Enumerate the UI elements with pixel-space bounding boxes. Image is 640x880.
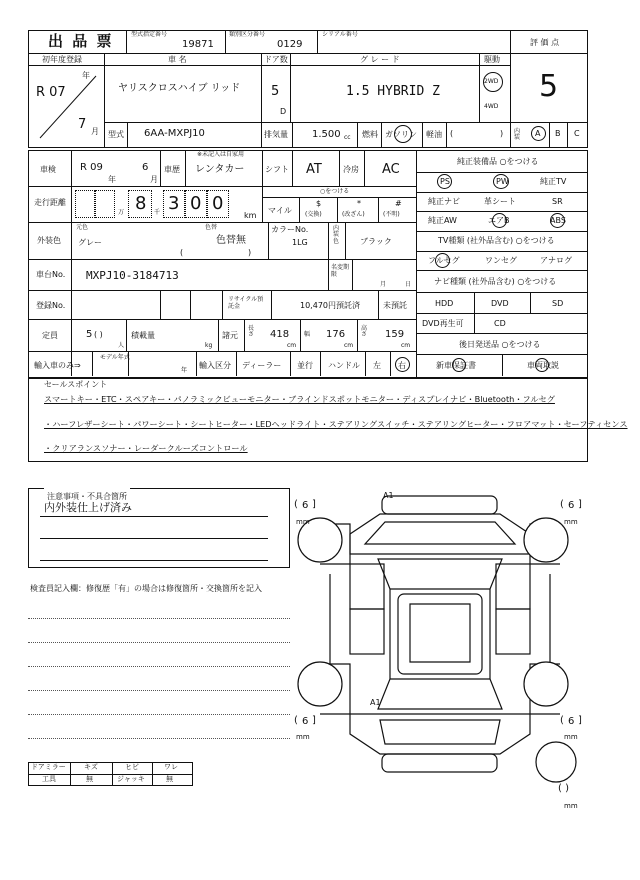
tread-rr-bracket-close: ]	[578, 715, 582, 726]
handle-right: 右	[398, 361, 406, 370]
tread-rl-unit: mm	[296, 733, 310, 741]
tread-rl-bracket-close: ]	[312, 715, 316, 726]
import-class-label: 輸入区分	[199, 361, 231, 370]
legend-r2c1: 工具	[42, 775, 56, 783]
inspection-year: 年	[108, 175, 116, 184]
history-label: 車歴	[164, 165, 180, 174]
tread-rr-bracket: (	[560, 715, 564, 726]
mileage-man: 万	[118, 209, 125, 216]
equip-leather: 革シート	[484, 197, 516, 206]
legend-r1c2: キズ	[84, 763, 98, 771]
legend-r2c4: 無	[166, 775, 173, 783]
capacity-unit: 人	[118, 342, 125, 349]
meter-exchange-mark: $	[316, 199, 322, 208]
meter-unknown: (不明)	[383, 211, 400, 218]
repaint-label: 色替	[205, 224, 218, 231]
tv-fullseg: フルセグ	[428, 256, 460, 265]
inspection-month-unit: 月	[150, 175, 158, 184]
tread-fl-bracket: (	[294, 499, 298, 510]
recycle-unpaid: 未預託	[383, 301, 407, 310]
name-change-label: 名変期限	[331, 264, 350, 279]
sendlater-warranty: 新車保証書	[436, 361, 476, 370]
rear-windshield	[378, 679, 502, 709]
chassis-value: MXPJ10-3184713	[86, 269, 179, 282]
inspection-label: 車検	[40, 165, 56, 174]
handle-label: ハンドル	[328, 361, 360, 370]
color-no-label: カラーNo.	[271, 225, 309, 234]
sendlater-warranty-circle	[452, 358, 466, 372]
capacity-paren: ( )	[94, 330, 103, 339]
legend-r2c3: ジャッキ	[117, 775, 145, 783]
mark-front: A1	[383, 491, 394, 500]
type-designation-value: 19871	[182, 39, 214, 50]
front-bumper	[382, 496, 497, 514]
legend-r1c1: ドアミラー	[31, 763, 66, 771]
tread-rr: 6	[568, 716, 575, 727]
mileage-digit-3: 0	[190, 193, 202, 214]
meter-tampered: (改ざん)	[342, 211, 365, 218]
door-suffix: D	[280, 107, 287, 116]
serial-label: シリアル番号	[322, 31, 358, 38]
equip-airbag-circle	[492, 213, 507, 228]
length-unit: cm	[287, 342, 297, 349]
equip-aw: 純正AW	[428, 216, 457, 225]
sales-points-label: セールスポイント	[44, 380, 108, 389]
tv-oneseg: ワンセグ	[485, 256, 517, 265]
drive-2wd: 2WD	[484, 78, 499, 85]
model-year-unit: 年	[181, 367, 188, 374]
model-label: 型式	[108, 130, 124, 139]
name-change-month: 月	[380, 281, 387, 288]
displacement-unit: cc	[344, 134, 351, 141]
first-reg-month-unit: 月	[91, 127, 99, 136]
doors-value: 5	[271, 84, 280, 99]
interior-color-label: 内装色	[333, 225, 340, 245]
spare-bracket: ( )	[558, 783, 569, 794]
model-year-label: モデル年式	[100, 354, 130, 361]
reg-no-label: 登録No.	[36, 301, 66, 310]
notes-label: 注意事項・不具合箇所	[47, 492, 127, 501]
sendlater-title: 後日発送品 ○をつける	[459, 340, 541, 349]
equip-ps-circle	[437, 174, 452, 189]
tv-fullseg-circle	[435, 253, 450, 268]
length-value: 418	[270, 329, 290, 340]
legend-r1c3: ヒビ	[125, 763, 139, 771]
interior-c: C	[574, 129, 580, 138]
history-note: ※未記入は自家用	[197, 151, 245, 158]
tread-rl-bracket: (	[294, 715, 298, 726]
handle-left: 左	[373, 361, 381, 370]
interior-color-value: ブラック	[360, 237, 392, 246]
displacement-value: 1.500	[312, 129, 341, 140]
shift-label: シフト	[265, 165, 289, 174]
drive-label: 駆動	[484, 55, 500, 64]
height-unit: cm	[401, 342, 411, 349]
width-label: 幅	[304, 331, 311, 338]
sales-points-line1: スマートキー・ETC・スペアキー・パノラミックビューモニター・ブラインドスポットモニター・ディスプレイナビ・Bluetooth・フルセグ	[44, 394, 555, 404]
length-label: 長さ	[248, 325, 255, 338]
hood	[365, 522, 515, 544]
tread-fl: 6	[302, 500, 309, 511]
equip-abs: ABS	[550, 216, 566, 225]
tv-title: TV種類 (社外品含む) ○をつける	[438, 236, 555, 245]
rear-bumper	[382, 754, 497, 772]
meter-unknown-mark: #	[395, 199, 402, 208]
equip-navi: 純正ナビ	[428, 197, 460, 206]
history-value: レンタカー	[195, 164, 245, 175]
score-value: 5	[539, 69, 559, 104]
original-color-value: グレー	[78, 238, 102, 247]
spare-wheel	[536, 742, 576, 782]
dealer-option: ディーラー	[242, 361, 282, 370]
aircon-label: 冷房	[343, 165, 359, 174]
displacement-label: 排気量	[264, 130, 288, 139]
right-front-door	[496, 564, 530, 609]
type-designation-label: 型式指定番号	[131, 31, 168, 38]
navi-dvd: DVD	[491, 299, 509, 308]
first-reg-year-unit: 年	[82, 71, 90, 80]
equip-abs-circle	[550, 213, 565, 228]
meter-mile: マイル	[268, 206, 292, 215]
fuel-other: (	[450, 129, 454, 138]
spare-unit: mm	[564, 802, 578, 810]
car-diagram	[290, 484, 590, 814]
mileage-sen: 千	[154, 209, 161, 216]
grade-value: 1.5 HYBRID Z	[346, 84, 440, 99]
inspector-label: 検査員記入欄：修復歴「有」の場合は修復箇所・交換箇所を記入	[30, 584, 262, 593]
dims-label: 諸元	[222, 331, 238, 340]
drive-4wd: 4WD	[484, 103, 499, 110]
tread-fl-unit: mm	[296, 518, 310, 526]
aircon-value: AC	[382, 162, 400, 177]
mileage-digit-1: 8	[135, 193, 147, 214]
windshield	[378, 559, 502, 589]
mileage-unit: km	[244, 211, 257, 220]
handle-right-circle	[395, 357, 410, 372]
right-rear-door	[496, 609, 530, 654]
height-label: 高さ	[361, 325, 368, 338]
vehicle-name-value: ヤリスクロスハイブ リッド	[118, 83, 241, 94]
form-title: 出 品 票	[48, 32, 114, 50]
fuel-gasoline: ガソリン	[385, 130, 417, 139]
load-unit: kg	[205, 342, 213, 349]
exterior-label: 外装色	[37, 236, 61, 245]
tread-fr-unit: mm	[564, 518, 578, 526]
width-value: 176	[326, 329, 346, 340]
equip-pw-circle	[493, 174, 509, 189]
recycle-label: リサイクル預託金	[228, 296, 264, 311]
tread-fr-bracket-close: ]	[578, 499, 582, 510]
rear-left-wheel	[298, 662, 342, 706]
legend-r1c4: ワレ	[164, 763, 178, 771]
fuel-diesel: 軽油	[426, 130, 442, 139]
mileage-digit-2: 3	[168, 193, 180, 214]
sales-points-line2: ・ハーフレザーシート・パワーシート・シートヒーター・LEDヘッドライト・ステアリングスイッチ・ステアリングヒーター・フロアマット・セーフティセンス	[44, 419, 628, 429]
mileage-box-2	[95, 190, 115, 218]
navi-title: ナビ種類 (社外品含む) ○をつける	[434, 277, 557, 286]
sendlater-manual-circle	[535, 358, 549, 372]
load-label: 積載量	[131, 331, 155, 340]
color-no-value: 1LG	[292, 238, 308, 247]
capacity-value: 5	[86, 329, 93, 340]
rear-right-wheel	[524, 662, 568, 706]
first-reg-month: 7	[78, 117, 87, 132]
mileage-digit-4: 0	[212, 193, 224, 214]
left-front-door	[350, 564, 384, 609]
recycle-value: 10,470円預託済	[300, 301, 360, 310]
navi-dvd-play: DVD再生可	[422, 319, 464, 328]
fuel-label: 燃料	[362, 130, 378, 139]
equip-ps: PS	[440, 177, 450, 186]
mark-rear: A1	[370, 698, 381, 707]
width-unit: cm	[344, 342, 354, 349]
first-reg-label: 初年度登録	[42, 55, 82, 64]
first-reg-value: R 07	[36, 85, 66, 100]
left-rear-door	[350, 609, 384, 654]
meter-exchange: (交換)	[305, 211, 322, 218]
tread-fr: 6	[568, 500, 575, 511]
meter-tampered-mark: *	[357, 199, 361, 208]
capacity-label: 定員	[42, 331, 58, 340]
interior-label: 内装	[514, 128, 521, 141]
interior-a: A	[535, 129, 541, 138]
repaint-value: 色替無	[216, 235, 246, 246]
score-label: 評 価 点	[530, 38, 560, 47]
parallel-option: 並行	[297, 361, 313, 370]
sales-points-line3: ・クリアランスソナー・レーダークルーズコントロール	[44, 443, 248, 453]
vehicle-name-label: 車 名	[168, 55, 187, 64]
mileage-box-1	[75, 190, 95, 218]
import-label: 輸入車のみ⇒	[34, 361, 81, 370]
tread-rl: 6	[302, 716, 309, 727]
category-value: 0129	[277, 39, 303, 50]
interior-b: B	[555, 129, 561, 138]
front-right-wheel	[524, 518, 568, 562]
category-label: 類別区分番号	[229, 31, 266, 38]
equip-tv: 純正TV	[540, 177, 567, 186]
mileage-label: 走行距離	[34, 198, 66, 207]
fuel-gasoline-circle	[394, 125, 412, 143]
tread-fr-bracket: (	[560, 499, 564, 510]
chassis-label: 車台No.	[36, 270, 66, 279]
navi-hdd: HDD	[435, 299, 454, 308]
notes-text: 内外装仕上げ済み	[44, 501, 132, 514]
repaint-paren-open: (	[180, 248, 184, 257]
navi-cd: CD	[494, 319, 506, 328]
legend-r2c2: 無	[86, 775, 93, 783]
inspection-month: 6	[142, 162, 149, 173]
grade-label: グ レ ー ド	[360, 55, 400, 64]
repaint-paren-close: )	[248, 248, 252, 257]
fuel-other-close: )	[500, 129, 504, 138]
equip-sr: SR	[552, 197, 563, 206]
trunk-lid	[380, 720, 500, 744]
name-change-day: 日	[405, 281, 412, 288]
tread-rr-unit: mm	[564, 733, 578, 741]
genuine-title: 純正装備品 ○をつける	[457, 157, 539, 166]
tread-fl-bracket-close: ]	[312, 499, 316, 510]
equip-pw: PW	[496, 177, 509, 186]
height-value: 159	[385, 329, 405, 340]
shift-value: AT	[306, 162, 322, 177]
sendlater-manual: 車両取説	[527, 361, 559, 370]
hood-area	[350, 514, 530, 554]
roof-inner	[410, 604, 470, 662]
inspection-value: R 09	[80, 162, 103, 173]
meter-note: ○をつける	[320, 188, 350, 195]
doors-label: ドア数	[264, 55, 288, 64]
original-color-label: 元色	[76, 224, 89, 231]
tv-analog: アナログ	[540, 256, 572, 265]
model-value: 6AA-MXPJ10	[144, 128, 205, 139]
equip-airbag: エアB	[488, 216, 510, 225]
navi-sd: SD	[552, 299, 564, 308]
